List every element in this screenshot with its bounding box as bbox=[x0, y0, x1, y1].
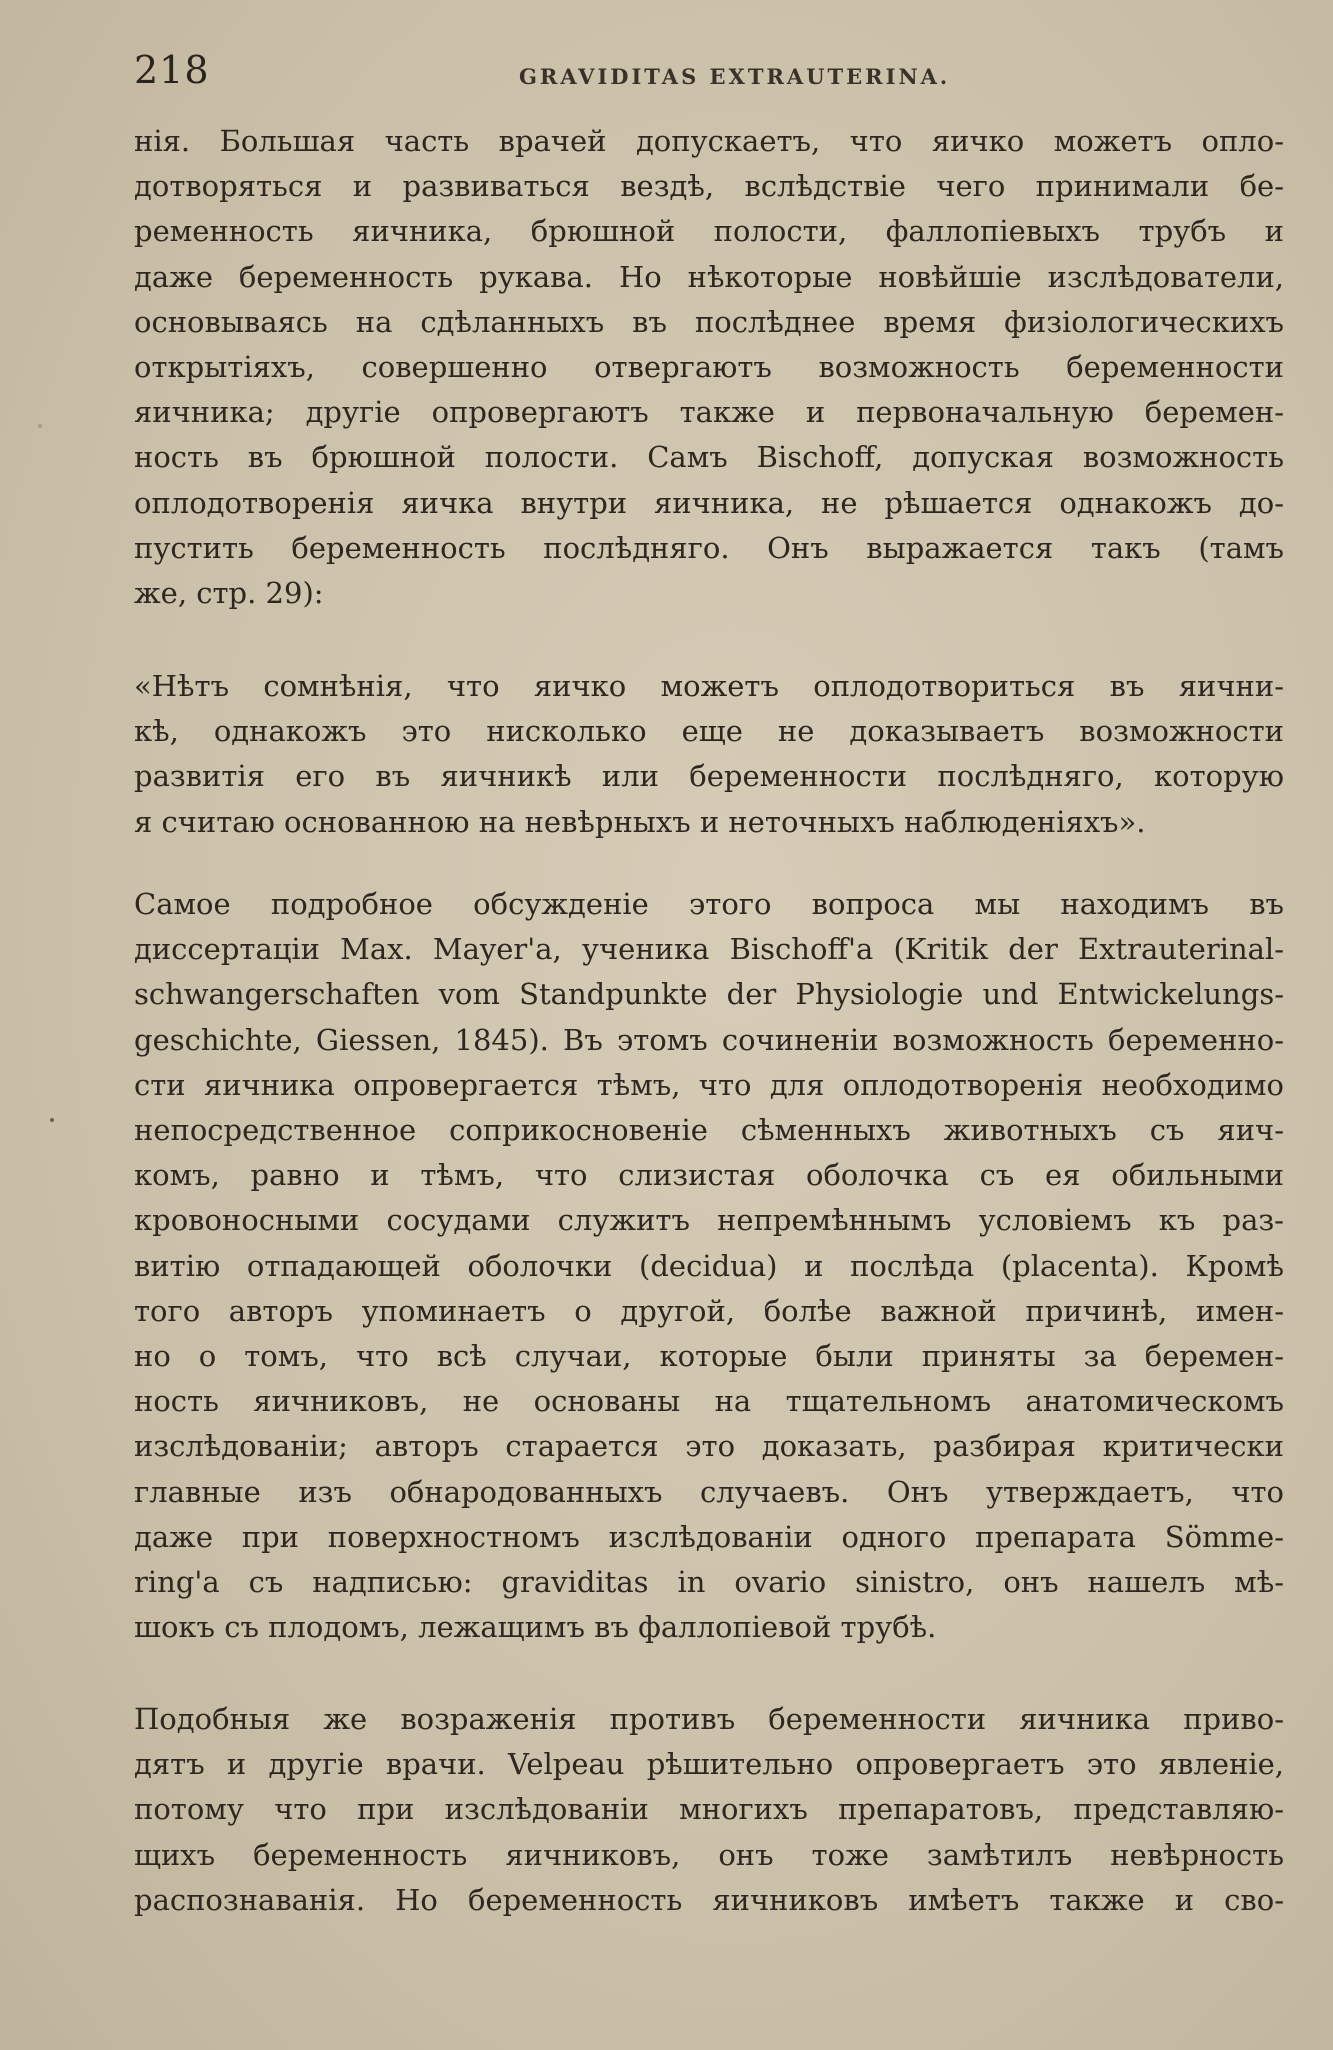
text-line: geschichte, Giessen, 1845). Въ этомъ сочиненіи возможность беременно- bbox=[134, 1022, 1284, 1057]
paragraph-2 bbox=[134, 882, 1284, 1650]
text-line: открытіяхъ, совершенно отвергаютъ возможность беременности bbox=[134, 350, 1284, 385]
text-line: щихъ беременность яичниковъ, онъ тоже замѣтилъ невѣрность bbox=[134, 1837, 1284, 1872]
text-line: того авторъ упоминаетъ о другой, болѣе важной причинѣ, имен- bbox=[134, 1293, 1284, 1328]
text-line: основываясь на сдѣланныхъ въ послѣднее время физіологическихъ bbox=[134, 304, 1284, 339]
text-line: дотворяться и развиваться вездѣ, вслѣдствіе чего принимали бе- bbox=[134, 169, 1284, 204]
text-line: же, стр. 29): bbox=[134, 576, 324, 611]
text-line: непосредственное соприкосновеніе сѣменныхъ животныхъ съ яич- bbox=[134, 1113, 1284, 1148]
text-line: диссертаціи Max. Mayer'а, ученика Bischoff'а (Kritik der Extrauterinal- bbox=[134, 932, 1284, 967]
running-title: GRAVIDITAS EXTRAUTERINA. bbox=[519, 64, 951, 89]
text-line: ременность яичника, брюшной полости, фаллопіевыхъ трубъ и bbox=[134, 214, 1284, 249]
text-line: главные изъ обнародованныхъ случаевъ. Онъ утверждаетъ, что bbox=[134, 1474, 1284, 1509]
text-line: schwangerschaften vom Standpunkte der Physiologie und Entwickelungs- bbox=[134, 977, 1284, 1012]
text-line: ность въ брюшной полости. Самъ Bischoff, допуская возможность bbox=[134, 440, 1284, 475]
quote-line: «Нѣтъ сомнѣнія, что яичко можетъ оплодотвориться въ яични- bbox=[134, 669, 1284, 703]
text-line: комъ, равно и тѣмъ, что слизистая оболочка съ ея обильными bbox=[134, 1158, 1284, 1193]
text-line: дятъ и другіе врачи. Velpeau рѣшительно опровергаетъ это явленіе, bbox=[134, 1747, 1284, 1782]
text-line: кровоносными сосудами служитъ непремѣннымъ условіемъ къ раз- bbox=[134, 1203, 1284, 1238]
text-line: Подобныя же возраженія противъ беременности яичника приво- bbox=[134, 1702, 1284, 1736]
text-line: яичника; другіе опровергаютъ также и первоначальную беремен- bbox=[134, 395, 1284, 430]
quote-line: кѣ, однакожъ это нисколько еще не доказываетъ возможности bbox=[134, 714, 1284, 749]
text-line: витію отпадающей оболочки (decidua) и послѣда (placenta). Кромѣ bbox=[134, 1248, 1284, 1283]
page-number: 218 bbox=[134, 48, 210, 92]
paper-speck bbox=[50, 1118, 54, 1122]
text-line: ring'а съ надписью: graviditas in ovario sinistro, онъ нашелъ мѣ- bbox=[134, 1565, 1284, 1600]
text-line: ность яичниковъ, не основаны на тщательномъ анатомическомъ bbox=[134, 1384, 1284, 1419]
text-line: шокъ съ плодомъ, лежащимъ въ фаллопіевой трубѣ. bbox=[134, 1610, 937, 1645]
text-line: но о томъ, что всѣ случаи, которые были приняты за беремен- bbox=[134, 1339, 1284, 1374]
quote-line: развитія его въ яичникѣ или беременности послѣдняго, которую bbox=[134, 759, 1284, 794]
paragraph-3 bbox=[134, 1697, 1284, 1923]
text-line: Самое подробное обсужденіе этого вопроса мы находимъ въ bbox=[134, 887, 1284, 921]
paper-speck bbox=[38, 424, 42, 428]
text-line: оплодотворенія яичка внутри яичника, не рѣшается однакожъ до- bbox=[134, 485, 1284, 520]
quote-line: я считаю основанною на невѣрныхъ и неточныхъ наблюденіяхъ». bbox=[134, 804, 1146, 839]
paragraph-1 bbox=[134, 119, 1284, 616]
text-line: нія. Большая часть врачей допускаетъ, что яичко можетъ опло- bbox=[134, 124, 1284, 158]
text-line: распознаванія. Но беременность яичниковъ имѣетъ также и сво- bbox=[134, 1882, 1284, 1917]
text-line: изслѣдованіи; авторъ старается это доказать, разбирая критически bbox=[134, 1429, 1284, 1464]
quote-block bbox=[134, 664, 1284, 845]
text-line: даже при поверхностномъ изслѣдованіи одного препарата Sömme- bbox=[134, 1519, 1284, 1554]
page-header bbox=[134, 48, 1284, 98]
text-line: пустить беременность послѣдняго. Онъ выражается такъ (тамъ bbox=[134, 530, 1284, 565]
text-line: даже беременность рукава. Но нѣкоторые новѣйшіе изслѣдователи, bbox=[134, 259, 1284, 294]
text-line: сти яичника опровергается тѣмъ, что для оплодотворенія необходимо bbox=[134, 1067, 1284, 1102]
text-line: потому что при изслѣдованіи многихъ препаратовъ, представляю- bbox=[134, 1792, 1284, 1827]
